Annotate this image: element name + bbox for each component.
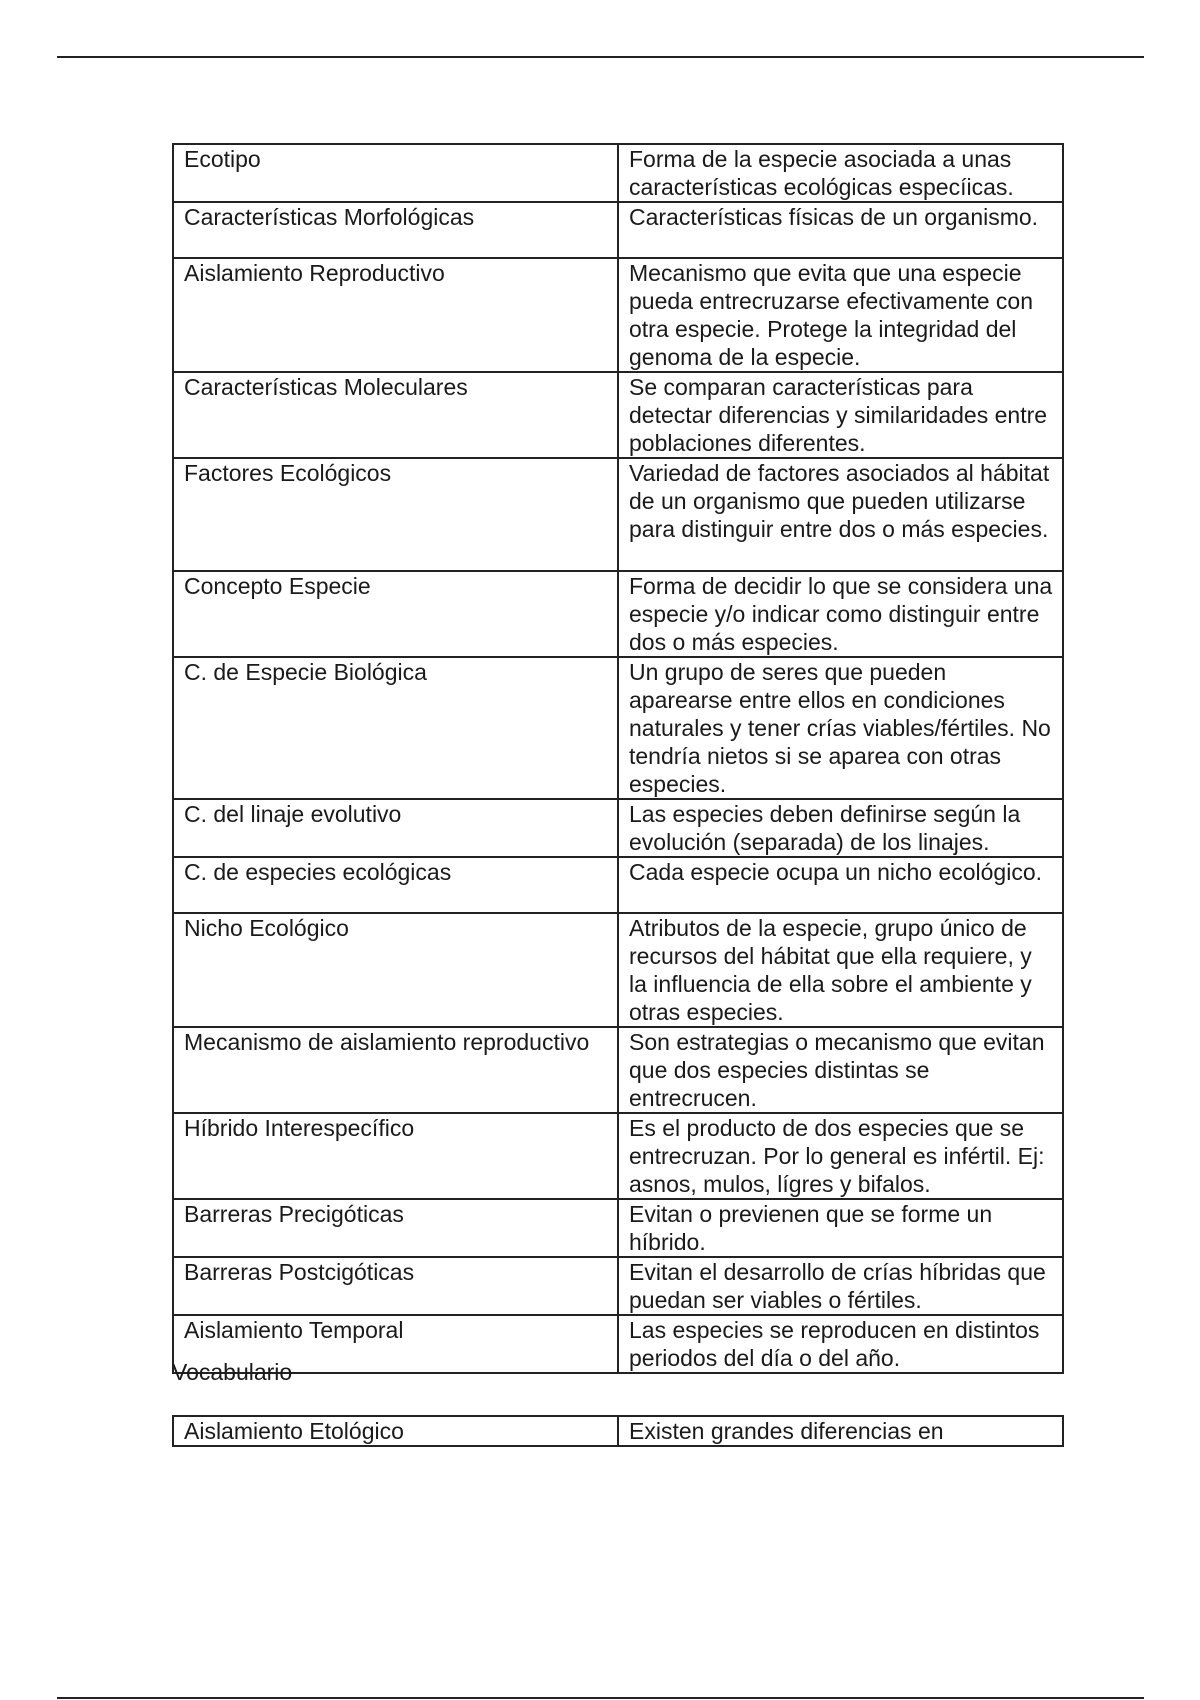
table-row [173,1113,1063,1199]
term-cell: C. del linaje evolutivo [173,799,618,857]
term-cell: Concepto Especie [173,571,618,657]
definition-cell: Mecanismo que evita que una especie pueda entrecruzarse efectivamente con otra especie. Protege la integridad del genoma de la especie. [618,258,1063,372]
table-row [173,458,1063,571]
term-cell: Mecanismo de aislamiento reproductivo [173,1027,618,1113]
term-cell: Aislamiento Etológico [173,1416,618,1446]
definition-cell: Se comparan características para detectar diferencias y similaridades entre poblaciones diferentes. [618,372,1063,458]
table-row [173,1027,1063,1113]
term-cell: Aislamiento Reproductivo [173,258,618,372]
term-cell: Ecotipo [173,144,618,202]
definition-cell: Las especies se reproducen en distintos periodos del día o del año. [618,1315,1063,1373]
definition-cell: Las especies deben definirse según la evolución (separada) de los linajes. [618,799,1063,857]
table-row [173,1199,1063,1257]
table-row [173,657,1063,799]
table-row [173,202,1063,258]
definition-cell: Forma de la especie asociada a unas características ecológicas especíicas. [618,144,1063,202]
term-cell: Barreras Precigóticas [173,1199,618,1257]
table-row [173,144,1063,202]
vocabulary-table [172,143,1064,1374]
definition-cell: Un grupo de seres que pueden aparearse entre ellos en condiciones naturales y tener crías viables/fértiles. No tendría nietos si se aparea con otras especies. [618,657,1063,799]
table-row [173,1257,1063,1315]
definition-cell: Forma de decidir lo que se considera una especie y/o indicar como distinguir entre dos o más especies. [618,571,1063,657]
definition-cell: Son estrategias o mecanismo que evitan que dos especies distintas se entrecrucen. [618,1027,1063,1113]
term-cell: Híbrido Interespecífico [173,1113,618,1199]
table-row [173,913,1063,1027]
table-row [173,258,1063,372]
table-row [173,372,1063,458]
term-cell: C. de especies ecológicas [173,857,618,913]
table-caption: Vocabulario [172,1359,293,1385]
definition-cell: Existen grandes diferencias en [618,1416,1063,1446]
term-cell: Características Morfológicas [173,202,618,258]
table-row [173,571,1063,657]
definition-cell: Variedad de factores asociados al hábitat de un organismo que pueden utilizarse para distinguir entre dos o más especies. [618,458,1063,571]
header-rule [57,56,1144,58]
table-row [173,1416,1063,1446]
table-row [173,857,1063,913]
term-cell: C. de Especie Biológica [173,657,618,799]
term-cell: Factores Ecológicos [173,458,618,571]
term-cell: Barreras Postcigóticas [173,1257,618,1315]
definition-cell: Características físicas de un organismo. [618,202,1063,258]
term-cell: Nicho Ecológico [173,913,618,1027]
definition-cell: Es el producto de dos especies que se entrecruzan. Por lo general es infértil. Ej: asnos, mulos, lígres y bifalos. [618,1113,1063,1199]
table-row [173,799,1063,857]
term-cell: Aislamiento Temporal [173,1315,618,1373]
definition-cell: Evitan el desarrollo de crías híbridas que puedan ser viables o fértiles. [618,1257,1063,1315]
term-cell: Características Moleculares [173,372,618,458]
footer-rule [57,1697,1144,1699]
definition-cell: Cada especie ocupa un nicho ecológico. [618,857,1063,913]
definition-cell: Evitan o previenen que se forme un híbrido. [618,1199,1063,1257]
table-row [173,1315,1063,1373]
definition-cell: Atributos de la especie, grupo único de recursos del hábitat que ella requiere, y la influencia de ella sobre el ambiente y otras especies. [618,913,1063,1027]
vocabulary-table-continued [172,1415,1064,1447]
